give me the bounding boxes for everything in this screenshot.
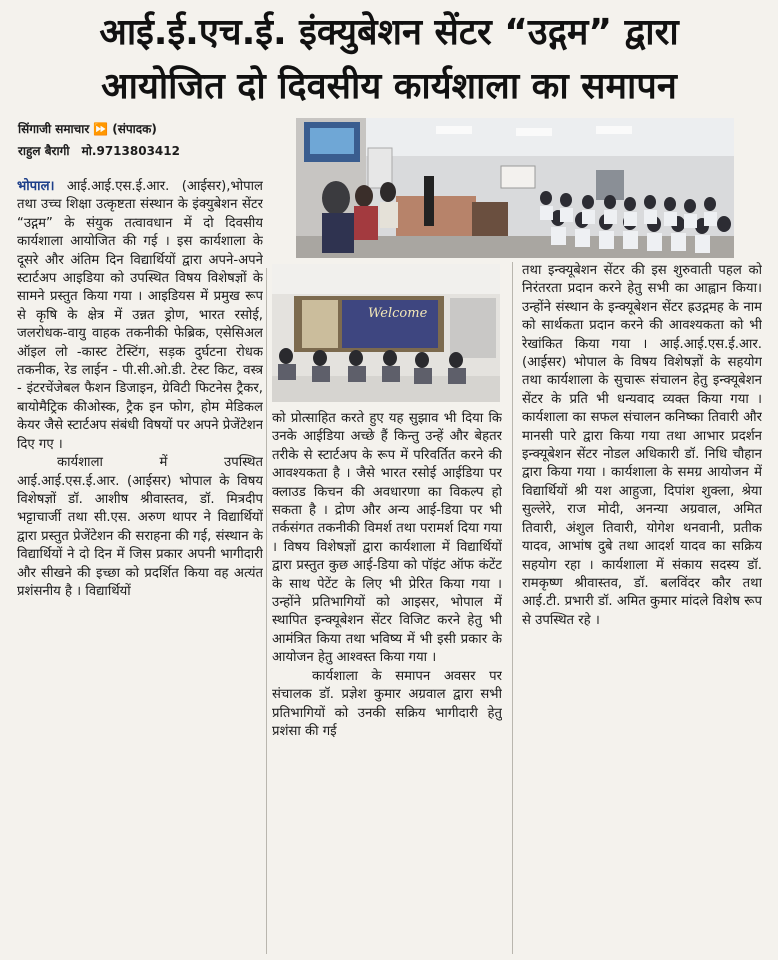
- column-rule-2: [512, 262, 513, 954]
- arrow-icon: ⏩: [93, 122, 109, 136]
- paragraph-text: आई.आई.एस.ई.आर. (आईसर),भोपाल तथा उच्च शिक्षा उत्कृष्टता संस्थान के इंक्युबेशन सेंटर “उद्गम” के संयुक तत्वावधान में दो दिवसीय कार्यशाला आयोजित की गई । इस कार्यशाला के दूसरे और अंतिम दिन विद्यार्थियों द्वारा अपने-अपने स्टार्टअप आइडिया को उपस्थित विषय विशेषज्ञों के सामने प्रस्तुत किया गया । आइडियस में प्रमुख रूप से कृषि के क्षेत्र में उन्नत ड्रोण, भारत रसोई, जलरोधक-वायु वाहक तकनीकी फेब्रिक, एसेसिअल ऑइल लो -कास्ट टेस्टिंग, सड़क दुर्घटना रोधक तकनीक, रेड लाईन - पी.सी.ओ.डी. टेस्ट किट, वस्त्र - इंटरचेंजेबल फैशन डिजाइन, ग्रेविटी फिटनेस ट्रैकर, बायोमैट्रिक कीओस्क, ट्रैक इन फोग, होम मेडिकल केयर जैसे स्टार्टअप संबंधी विषयों पर अपने प्रेजेंटेशन दिए गए ।: [17, 179, 263, 452]
- stage-panel-photo: [272, 264, 500, 402]
- welcome-banner-text: Welcome: [368, 306, 428, 321]
- byline-bottom-row: [18, 140, 180, 162]
- reporter-mobile: मो.9713803412: [81, 144, 180, 158]
- paragraph: तथा इन्क्यूबेशन सेंटर की इस शुरुवाती पहल को निरंतरता प्रदान करने हेतु सभी का आह्वान किया। उन्होंने संस्थान के इन्क्यूबेशन सेंटर ह्रउद्गमह के नाम को सार्थकता प्रदान करने की आवश्यकता को भी रेखांकित किया गया । आई.आई.एस.ई.आर. (आईसर) भोपाल के विषय विशेषज्ञों के सहयोग तथा कार्यशाला के सुचारू संचालन हेतु इन्क्यूबेशन सेंटर के प्रति भी धन्यवाद व्यक्त किया गया । कार्यशाला का सफल संचालन कनिष्का तिवारी और मानसी पारे द्वारा किया गया तथा आभार प्रदर्शन इन्क्यूबेशन सेंटर नोडल अधिकारी डॉ. निधि चौहान द्वारा किया गया । कार्यशाला के समग्र आयोजन में विद्यार्थियों श्री यश आहुजा, दिपांश शुक्ला, श्रेया सुल्लेरे, राज मोदी, अनन्या अग्रवाल, अमित तिवारी, अंशुल तिवारी, योगेश थनवानी, प्रतीक यादव, आभांष दुबे तथा आदर्श यादव का सक्रिय सहयोग रहा । कार्यशाला में संकाय सदस्य डॉ. रामकृष्ण श्रीवास्तव, डॉ. बलविंदर कौर तथा आई.टी. प्रभारी डॉ. अमित कुमार मांदले विशेष रूप से उपस्थित रहे ।: [522, 263, 762, 628]
- workshop-hall-illustration: [296, 118, 734, 258]
- byline-top-row: [18, 118, 180, 140]
- paragraph: [17, 178, 263, 454]
- reporter-name: राहुल बैरागी: [18, 144, 70, 158]
- workshop-hall-photo: [296, 118, 734, 258]
- newspaper-name: सिंगाजी समाचार: [18, 122, 90, 136]
- byline-role: (संपादक): [112, 122, 157, 136]
- headline-line-2: आयोजित दो दिवसीय कार्यशाला का समापन: [101, 66, 677, 107]
- paragraph: कार्यशाला में उपस्थित आई.आई.एस.ई.आर. (आईसर) भोपाल के विषय विशेषज्ञों डॉ. आशीष श्रीवास्तव, डॉ. मित्रदीप भट्टाचार्जी तथा सी.एस. अरुण थापर ने विद्यार्थियों द्वारा प्रस्तुत प्रेजेंटेशन की सराहना की गई, संस्थान के विद्यार्थियों ने दो दिन में जिस प्रकार अपनी भागीदारी और सीखने की इच्छा को प्रदर्शित किया वह अत्यंत प्रशंसनीय है । विद्यार्थियों: [17, 455, 263, 599]
- article-column-2: [272, 410, 502, 955]
- dateline: भोपाल।: [17, 179, 55, 194]
- column-rule-1: [266, 268, 267, 954]
- paragraph: कार्यशाला के समापन अवसर पर संचालक डॉ. प्रज्ञेश कुमार अग्रवाल द्वारा सभी प्रतिभागियों को उनकी सक्रिय भागीदारी हेतु प्रशंसा की गई: [272, 668, 502, 739]
- article-column-3: [522, 262, 762, 955]
- stage-panel-illustration: [272, 264, 500, 402]
- paragraph: को प्रोत्साहित करते हुए यह सुझाव भी दिया कि उनके आईडिया अच्छे हैं किन्तु उन्हें और बेहतर तरीके से स्टार्टअप के रूप में परिवर्तित करने की आवश्यकता है । जैसे भारत रसोई आईडिया पर क्लाउड किचन की अवधारणा का विकल्प हो सकता है । द्रोण और अन्य आई-डिया पर भी तर्कसंगत तकनीकी विमर्श तथा परामर्श दिया गया । विषय विशेषज्ञों द्वारा कार्यशाला में विद्यार्थियों द्वारा प्रस्तुत कुछ आई-डिया को पॉइंट ऑफ कंटेंट के साथ पेटेंट के लिए भी प्रेरित किया गया । उन्होंने प्रतिभागियों को आइसर, भोपाल में स्थापित इन्क्यूबेशन सेंटर विजिट करने हेतु भी आमंत्रित किया तथा भविष्य में भी इसी प्रकार के आयोजन हेतु आश्वस्त किया गया ।: [272, 411, 502, 666]
- headline-line-1: आई.ई.एच.ई. इंक्युबेशन सेंटर “उद्गम” द्वारा: [99, 12, 679, 53]
- byline: [18, 118, 180, 162]
- article-column-1: [17, 178, 263, 953]
